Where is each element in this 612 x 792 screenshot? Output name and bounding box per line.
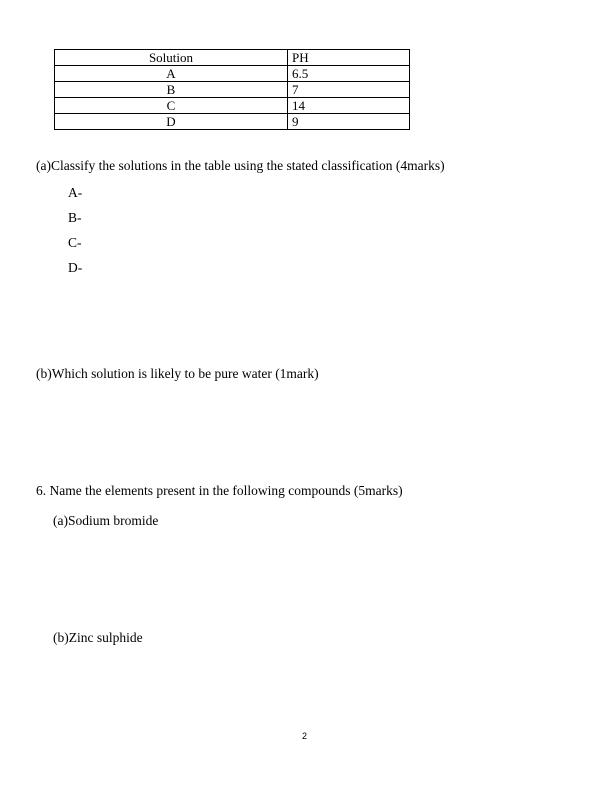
question-6-prompt: 6. Name the elements present in the following compounds (5marks) [36, 483, 403, 498]
table-header-solution: Solution [55, 50, 288, 66]
answer-label-a: A- [68, 185, 83, 200]
answer-label-c: C- [68, 235, 82, 250]
page-number: 2 [302, 731, 308, 741]
table-cell-solution: C [55, 98, 288, 114]
table-cell-ph: 6.5 [288, 66, 410, 82]
question-b-prompt: (b)Which solution is likely to be pure water (1mark) [36, 366, 319, 381]
table-cell-ph: 9 [288, 114, 410, 130]
table-header-row [55, 50, 410, 66]
table-header-ph: PH [288, 50, 410, 66]
table-cell-ph: 14 [288, 98, 410, 114]
question-a-prompt: (a)Classify the solutions in the table using the stated classification (4marks) [36, 158, 445, 173]
table-cell-ph: 7 [288, 82, 410, 98]
table-cell-solution: B [55, 82, 288, 98]
table-row [55, 66, 410, 82]
table-row [55, 114, 410, 130]
question-6-part-b: (b)Zinc sulphide [53, 630, 143, 645]
answer-label-b: B- [68, 210, 82, 225]
answer-label-d: D- [68, 260, 83, 275]
table-row [55, 82, 410, 98]
table-row [55, 98, 410, 114]
table-cell-solution: D [55, 114, 288, 130]
question-6-part-a: (a)Sodium bromide [53, 513, 159, 528]
solutions-ph-table [54, 49, 410, 130]
table-cell-solution: A [55, 66, 288, 82]
